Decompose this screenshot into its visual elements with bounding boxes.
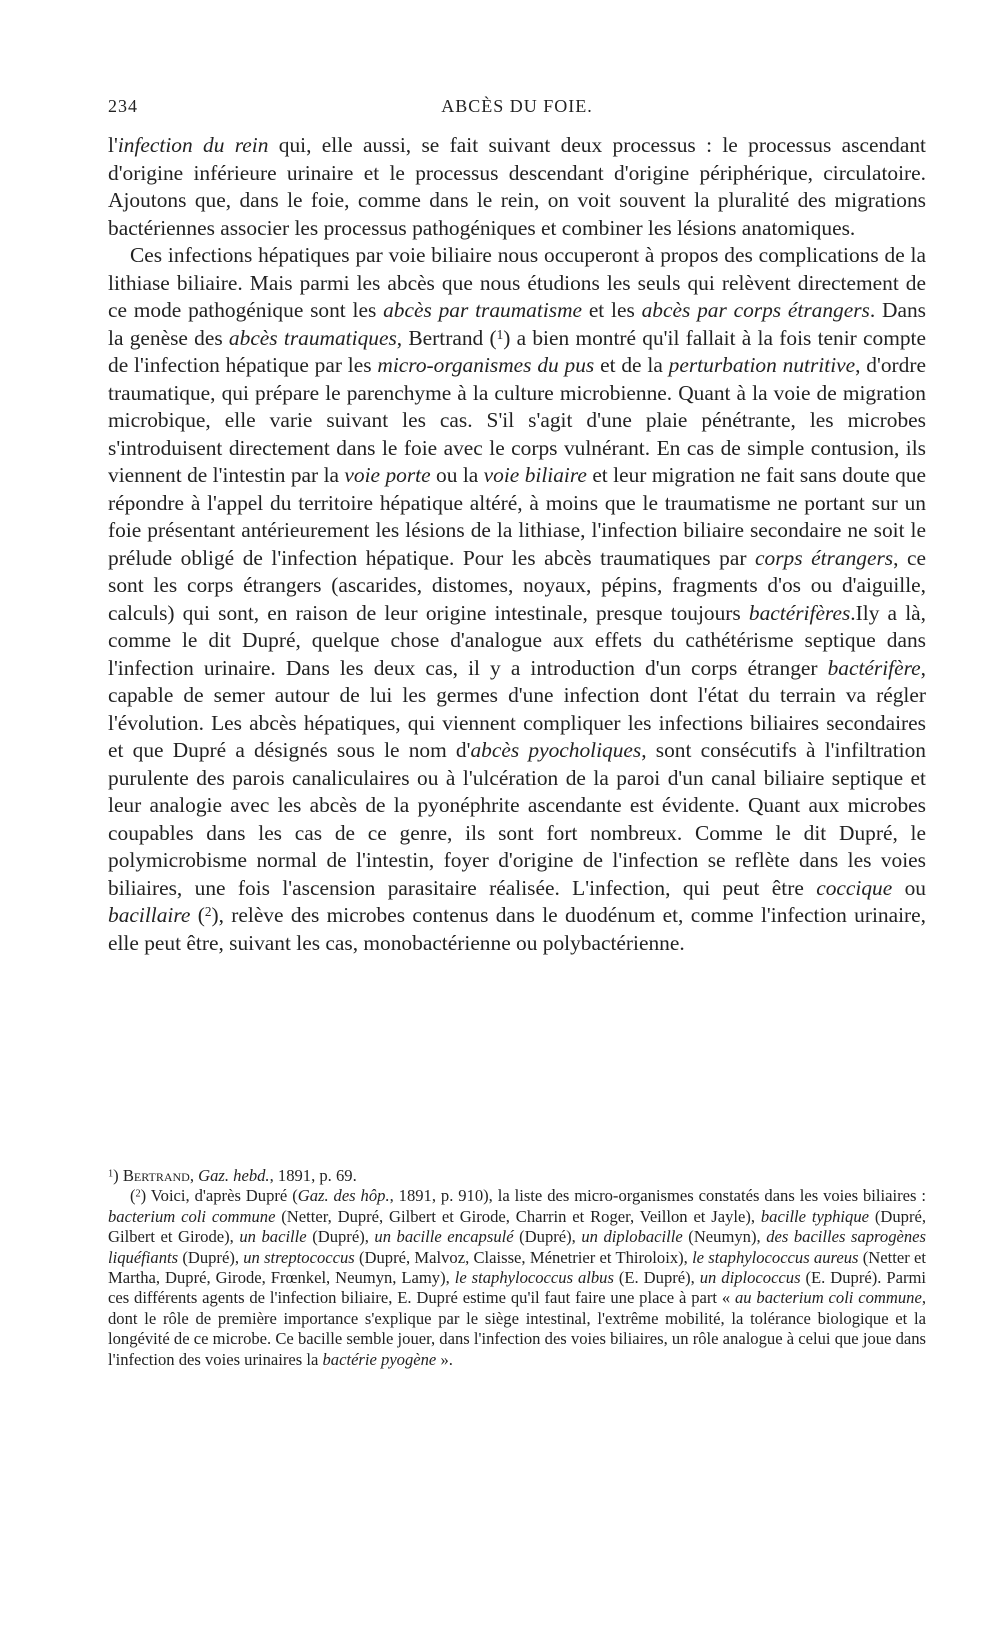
footnote-ref-1: 1	[496, 326, 504, 342]
emphasis-infection-du-rein: infection du rein	[117, 133, 269, 157]
journal-title: Gaz. hebd.	[198, 1166, 270, 1185]
emphasis: coccique	[816, 875, 893, 900]
author-name: Bertrand	[122, 1166, 190, 1185]
footnote-marker: 1	[108, 1168, 114, 1180]
footnotes	[108, 1166, 926, 1370]
emphasis: le staphylococcus aureus	[692, 1247, 859, 1267]
text-run: ) Voici, d'après Dupré (	[140, 1186, 298, 1206]
text-run: ) a bien montré qu'il fallait à la fois tenir compte de l'infection hépatique par les	[108, 325, 926, 377]
text-run: , d'ordre traumatique, qui prépare le parenchyme à la culture microbienne. Quant à la voie de migration microbique, elle varie suivant les cas. S'il s'agit d'une plaie pénétrante, les microbes s'introduisent directement dans le foie avec le corps vulnérant. En cas de simple contusion, ils viennent de l'intestin par la	[108, 353, 926, 487]
emphasis: bactérifère	[827, 655, 921, 680]
text-run: et les	[582, 298, 642, 322]
footnote-1	[108, 1166, 926, 1186]
text-run: qui, elle aussi, se fait suivant deux processus : le processus ascendant d'origine inférieure urinaire et le processus descendant d'origine périphérique, circulatoire. Ajoutons que, dans le foie, comme dans le rein, on voit souvent la pluralité des migrations bactériennes associer les processus pathogéniques et combiner les lésions anatomiques.	[108, 133, 926, 240]
text-run: Ces infections hépatiques par voie biliaire nous occuperont à propos des complications de la lithiase biliaire. Mais parmi les abcès que nous étudions les seuls qui relèvent directement de ce mode pathogénique sont les	[108, 243, 926, 322]
text-run: (Dupré, Malvoz, Claisse, Ménetrier et Thiroloix),	[354, 1247, 693, 1267]
text-run: , 1891, p. 910), la liste des micro-organismes constatés dans les voies biliaires :	[389, 1186, 926, 1206]
text-run: , ce sont les corps étrangers (ascarides, distomes, noyaux, pépins, fragments d'os ou d'aiguille, calculs) qui sont, en raison de leur origine intestinale, presque toujours	[108, 545, 926, 625]
emphasis: un diplococcus	[699, 1268, 801, 1288]
page-header	[108, 96, 926, 124]
text-run: (Dupré),	[178, 1247, 244, 1267]
emphasis: un bacille	[239, 1227, 307, 1247]
emphasis: bacillaire	[108, 903, 191, 927]
text-run: ), relève des microbes contenus dans le duodénum et, comme l'infection urinaire, elle peut être, suivant les cas, monobactérienne ou polybactérienne.	[108, 903, 926, 955]
text-run: (E. Dupré). Parmi ces différents agents de l'infection biliaire, E. Dupré estime qu'il faut faire une place à part «	[108, 1268, 926, 1308]
journal-title: Gaz. des hôp.	[297, 1186, 390, 1206]
text-run: .Ily a là, comme le dit Dupré, quelque chose d'analogue aux effets du cathétérisme septique dans l'infection urinaire. Dans les deux cas, il y a introduction d'un corps étranger	[108, 600, 926, 680]
text-run: )	[113, 1166, 123, 1185]
emphasis: corps étrangers	[755, 545, 894, 570]
emphasis: un bacille encapsulé	[374, 1227, 514, 1247]
page-number: 234	[108, 96, 138, 116]
emphasis: au bacterium coli commune	[734, 1288, 922, 1308]
emphasis: un streptococcus	[243, 1247, 355, 1267]
text-run: ».	[436, 1349, 453, 1369]
text-run: (Netter, Dupré, Gilbert et Girode, Charrin et Roger, Veillon et Jayle),	[275, 1206, 761, 1226]
emphasis: bactérie pyogène	[322, 1349, 437, 1369]
text-run: (Dupré),	[513, 1227, 582, 1247]
text-run: , capable de semer autour de lui les germes d'une infection dont l'état du terrain va régler l'évolution. Les abcès hépatiques, qui viennent compliquer les infections biliaires secondaires et que Dupré a désignés sous le nom d'	[108, 655, 926, 762]
text-run: , sont consécutifs à l'infiltration purulente des parois canaliculaires ou à l'ulcération de la paroi d'un canal biliaire septique et leur analogie avec les abcès de la pyonéphrite ascendante est évidente. Quant aux microbes coupables dans les cas de ce genre, ils sont fort nombreux. Comme le dit Dupré, le polymicrobisme normal de l'intestin, foyer d'origine de l'infection se reflète dans les voies biliaires, une fois l'ascension parasitaire réalisée. L'infection, qui peut être	[108, 738, 926, 900]
paragraph-1: l'infection du rein qui, elle aussi, se fait suivant deux processus : le processus ascendant d'origine inférieure urinaire et le processus descendant d'origine périphérique, circulatoire. Ajoutons que, dans le foie, comme dans le rein, on voit souvent la pluralité des migrations bactériennes associer les processus pathogéniques et combiner les lésions anatomiques.	[108, 133, 926, 240]
text-run: , dont le rôle de première importance s'explique par le siège intestinal, l'extrême mobilité, la tolérance biologique et la longévité de ce microbe. Ce bacille semble jouer, dans l'infection des voies biliaires, un rôle analogue à celui que joue dans l'infection des voies urinaires la	[108, 1288, 927, 1369]
text-run: ,	[189, 1166, 199, 1185]
text-run: et leur migration ne fait sans doute que répondre à l'appel du territoire hépatique altéré, à moins que le traumatisme ne portant sur un foie présentant antérieurement les lésions de la lithiase, l'infection biliaire secondaire ne soit le prélude obligé de l'infection hépatique. Pour les abcès traumatiques par	[108, 463, 926, 570]
footnote-2: ($^2$) Voici, d'après Dupré (Gaz. des hôp., 1891, p. 910), la liste des micro-organismes constatés dans les voies biliaires : bacterium coli commune (Netter, Dupré, Gilbert et Girode, Charrin et Roger, Veillon et Jayle), bacille typhique (Dupré, Gilbert et Girode), un bacille (Dupré), un bacille encapsulé (Dupré), un diplobacille (Neumyn), des bacilles saprogènes liquéfiants (Dupré), un streptococcus (Dupré, Malvoz, Claisse, Ménetrier et Thiroloix), le staphylococcus aureus (Netter et Martha, Dupré, Girode, Frœnkel, Neumyn, Lamy), le staphylococcus albus (E. Dupré), un diplococcus (E. Dupré). Parmi ces différents agents de l'infection biliaire, E. Dupré estime qu'il faut faire une place à part « au bacterium coli commune, dont le rôle de première importance s'explique par le siège intestinal, l'extrême mobilité, la tolérance biologique et la longévité de ce microbe. Ce bacille semble jouer, dans l'infection des voies biliaires, un rôle analogue à celui que joue dans l'infection des voies urinaires la bactérie pyogène ».	[108, 1186, 927, 1369]
emphasis: le staphylococcus albus	[454, 1268, 614, 1288]
text-run: (E. Dupré),	[613, 1268, 700, 1288]
emphasis: un diplobacille	[581, 1227, 683, 1247]
emphasis: voie biliaire	[483, 463, 587, 487]
text-run: . Dans la genèse des	[108, 298, 926, 350]
emphasis: bactérifères	[748, 600, 851, 625]
emphasis: des bacilles saprogènes liquéfiants	[108, 1227, 926, 1267]
text-run: ou	[892, 875, 926, 900]
text-run: ou la	[430, 463, 484, 487]
text-run: , Bertrand (	[396, 325, 497, 350]
emphasis: abcès pyocholiques	[470, 738, 642, 762]
running-head: ABCÈS DU FOIE.	[441, 96, 593, 116]
emphasis: perturbation nutritive	[668, 353, 856, 377]
main-text	[108, 132, 926, 957]
emphasis: abcès traumatiques	[228, 325, 397, 350]
footnote-ref-2: 2	[204, 904, 212, 920]
footnote-marker: 2	[135, 1188, 141, 1200]
text-run: (Netter et Martha, Dupré, Girode, Frœnkel, Neumyn, Lamy),	[108, 1247, 926, 1288]
emphasis: bacille typhique	[760, 1206, 870, 1226]
text-run: (Neumyn),	[682, 1227, 767, 1247]
text-run: (Dupré, Gilbert et Girode),	[108, 1206, 926, 1247]
text-run: (Dupré),	[306, 1227, 375, 1247]
emphasis: bacterium coli commune	[108, 1206, 276, 1226]
emphasis: abcès par corps étrangers	[641, 298, 870, 322]
text-run: (	[190, 903, 205, 927]
text-run: et de la	[594, 353, 669, 377]
text-run: , 1891, p. 69.	[269, 1166, 357, 1185]
emphasis: micro-organismes du pus	[377, 353, 595, 377]
emphasis: abcès par traumatisme	[383, 298, 583, 322]
paragraph-2	[108, 242, 926, 957]
emphasis: voie porte	[344, 463, 431, 487]
